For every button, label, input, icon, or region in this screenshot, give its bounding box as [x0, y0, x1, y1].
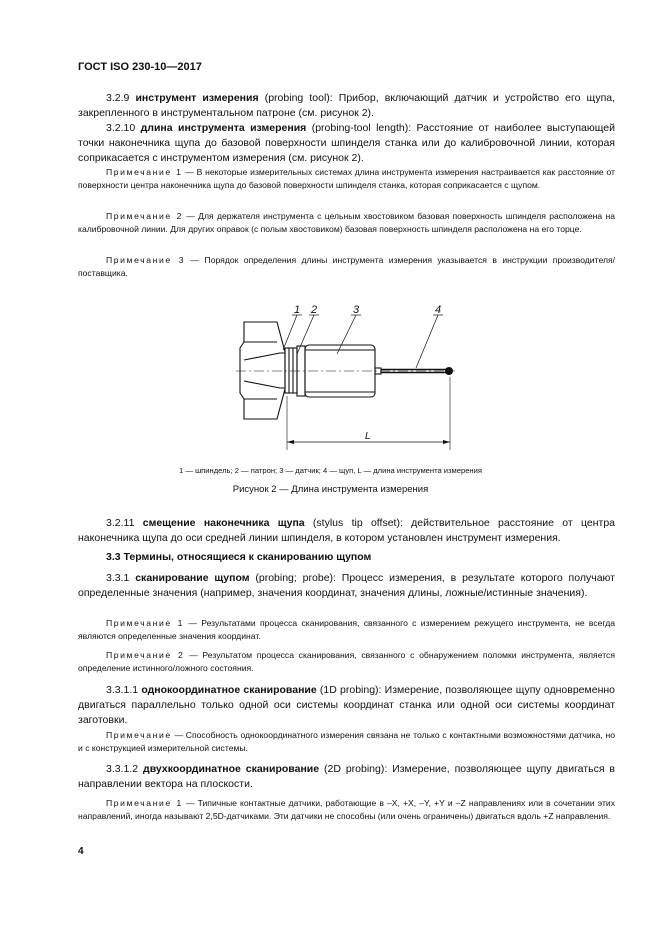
- note-3-2-10-3: [78, 254, 615, 279]
- definition-3-2-9: [78, 91, 615, 121]
- callout-3: 3: [353, 304, 360, 316]
- dimension-label: L: [365, 431, 371, 442]
- definition-3-2-10: [78, 121, 615, 167]
- probing-tool-figure: [230, 298, 470, 453]
- note-text: — Результатом процесса сканирования, связанного с обнаружением поломки инструмента, является определение истинного/ложного состояния.: [78, 650, 615, 673]
- note-text: — Результатами процесса сканирования, связанного с измерением режущего инструмента, не всегда являются определенные значения координат.: [78, 618, 615, 641]
- term-number: 3.2.9: [106, 92, 130, 104]
- stylus-tip: [445, 367, 453, 375]
- chuck-drawing: [285, 348, 297, 393]
- page-number: 4: [78, 846, 84, 857]
- definition-text: (probing tool): Прибор, включающий датчик и устройство его щупа, закрепленного в инструментальном патроне (см. рисунок 2).: [78, 92, 616, 120]
- note-3-3-1-2-1: [78, 797, 615, 822]
- definition-3-3-1-2: [78, 762, 615, 792]
- definition-3-3-1: [78, 571, 615, 601]
- definition-3-3-1-1: [78, 683, 615, 729]
- note-text: — Для держателя инструмента с цельным хвостовиком базовая поверхность шпинделя расположена на калибровочной линии. Для других оправок (с полым хвостовиком) базовая поверхность шпинделя расположена на его торце.: [78, 211, 616, 234]
- term-name: инструмент измерения: [135, 92, 259, 104]
- note-label: Примечание 1: [106, 618, 185, 628]
- term-number: 3.3.1.2: [106, 763, 139, 775]
- note-label: Примечание 2: [106, 650, 185, 660]
- note-label: Примечание 3: [106, 255, 186, 265]
- term-name: длина инструмента измерения: [140, 122, 307, 134]
- term-number: 3.2.10: [106, 122, 136, 134]
- term-name: однокоординатное сканирование: [141, 684, 317, 696]
- spindle-drawing: [240, 322, 285, 419]
- callout-2: 2: [311, 304, 318, 316]
- term-number: 3.2.11: [106, 517, 135, 529]
- note-3-2-10-1: [78, 166, 615, 191]
- term-name: двухкоординатное сканирование: [143, 763, 320, 775]
- term-number: 3.3.1.1: [106, 684, 139, 696]
- definition-text: (probing; probe): Процесс измерения, в результате которого получают определенные значения (например, значения координат, значения длины, ложные/истинные значения).: [78, 572, 615, 600]
- note-label: Примечание: [106, 730, 172, 740]
- note-text: — Способность однокоординатного измерения связана не только с контактными возможностями датчика, но и с конструкцией измерительной системы.: [78, 730, 615, 753]
- callout-4: 4: [435, 304, 442, 316]
- note-3-3-1-1-single: [78, 729, 615, 754]
- note-3-3-1-1: [78, 617, 615, 642]
- note-3-3-1-2: [78, 649, 615, 674]
- definition-text: (stylus tip offset): действительное расстояние от центра наконечника щупа до оси средней линии шпинделя, в котором установлен инструмент измерения.: [78, 517, 615, 545]
- section-heading-3-3: 3.3 Термины, относящиеся к сканированию щупом: [106, 551, 372, 563]
- callout-1: 1: [294, 304, 301, 316]
- note-text: — Порядок определения длины инструмента измерения указывается в инструкции производителя/поставщика.: [78, 255, 616, 278]
- note-label: Примечание 2: [106, 211, 184, 221]
- definition-text: (2D probing): Измерение, позволяющее щупу двигаться в направлении вектора на плоскости.: [78, 763, 615, 791]
- document-header: ГОСТ ISO 230-10—2017: [78, 61, 202, 73]
- term-number: 3.3.1: [106, 572, 130, 584]
- figure-legend: 1 — шпиндель; 2 — патрон; 3 — датчик; 4 — щуп, L — длина инструмента измерения: [179, 466, 482, 475]
- definition-text: (1D probing): Измерение, позволяющее щупу одновременно двигаться параллельно только одной оси системы координат станка или одной оси системы координат заготовки.: [78, 684, 616, 727]
- term-name: сканирование щупом: [135, 572, 250, 584]
- note-text: — В некоторые измерительных системах длина инструмента измерения настраивается как расстояние от поверхности центра наконечника щупа до базовой поверхности шпинделя станка, которая соприкасается с щупом.: [78, 167, 615, 190]
- note-3-2-10-2: [78, 210, 615, 235]
- definition-text: (probing-tool length): Расстояние от наиболее выступающей точки наконечника щупа до базовой поверхности шпинделя станка или до калибровочной линии, которая соприкасается с инструментом измерения (см. рисунок 2).: [78, 122, 615, 165]
- figure-caption: Рисунок 2 — Длина инструмента измерения: [232, 484, 429, 495]
- note-label: Примечание 1: [106, 167, 183, 177]
- term-name: смещение наконечника щупа: [142, 517, 305, 529]
- note-label: Примечание 1: [106, 798, 183, 808]
- note-text: — Типичные контактные датчики, работающие в –X, +X, –Y, +Y и –Z направлениях или в сочетании этих направлений, иногда называют 2,5D-датчиками. Эти датчики не способны (или очень ограничены) двигаться вдоль +Z направления.: [78, 798, 615, 821]
- definition-3-2-11: [78, 516, 615, 546]
